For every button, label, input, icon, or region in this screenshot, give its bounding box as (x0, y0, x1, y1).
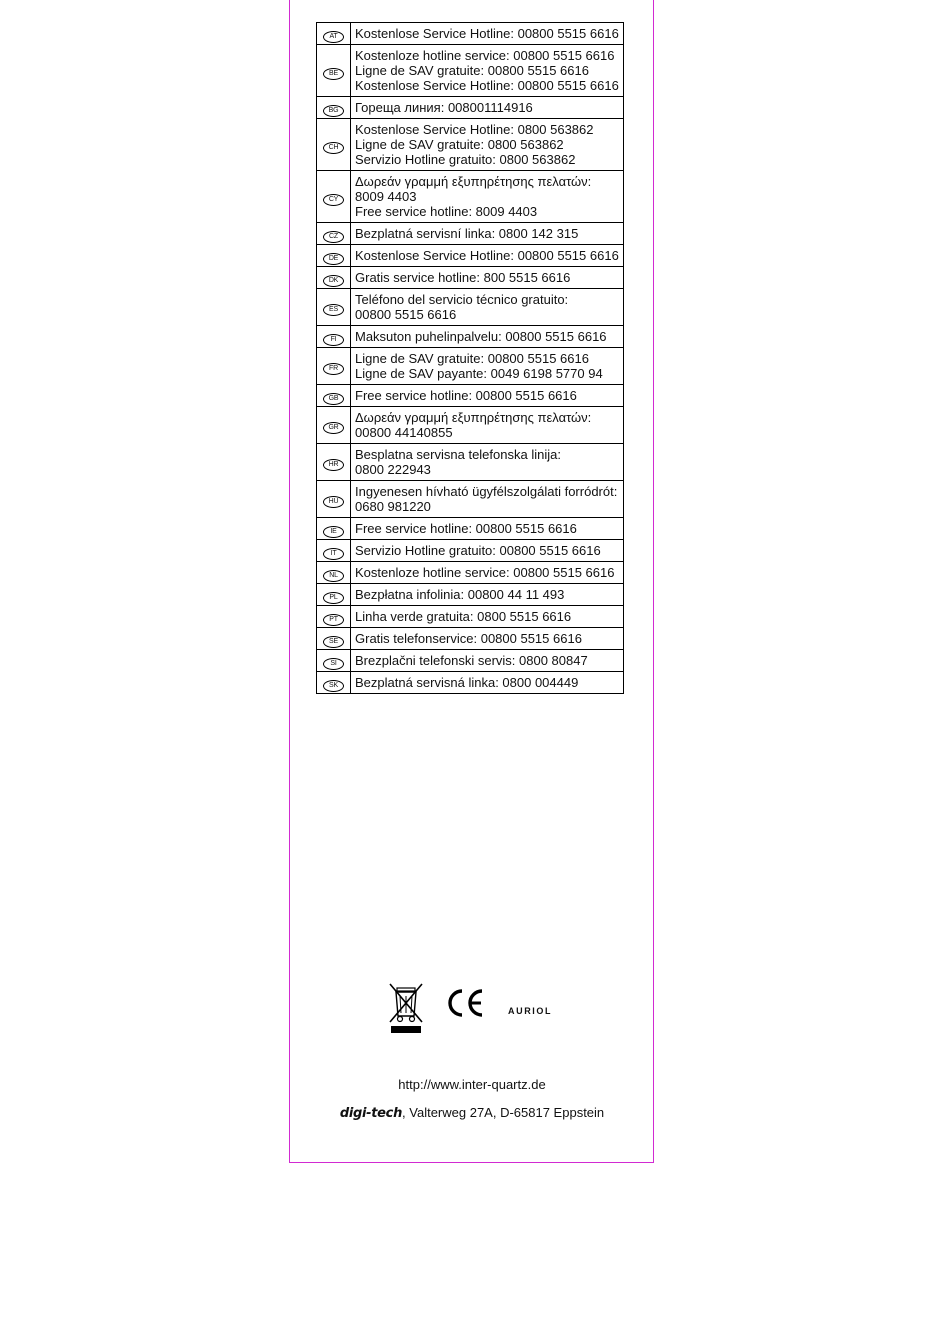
hotline-text-cell (351, 606, 624, 628)
auriol-logo: AURIOL (508, 1006, 553, 1016)
hotline-line: 00800 44140855 (355, 425, 453, 440)
country-code-cell (317, 119, 351, 171)
country-code-badge: IT (323, 548, 344, 560)
hotline-text-cell (351, 385, 624, 407)
hotline-text-cell (351, 444, 624, 481)
hotline-line: Brezplačni telefonski servis: 0800 80847 (355, 653, 588, 668)
country-code-badge: HR (323, 459, 344, 471)
country-code-badge: DK (323, 275, 344, 287)
hotline-row-ie (317, 518, 624, 540)
address-text: , Valterweg 27A, D-65817 Eppstein (402, 1105, 605, 1120)
logo-row (0, 982, 950, 1037)
hotline-text-cell (351, 119, 624, 171)
hotline-row-hr (317, 444, 624, 481)
country-code-badge: CY (323, 194, 344, 206)
country-code-badge: ES (323, 304, 344, 316)
hotline-line: Teléfono del servicio técnico gratuito: (355, 292, 569, 307)
hotline-line: 00800 5515 6616 (355, 307, 457, 322)
country-code-badge: HU (323, 496, 344, 508)
hotline-line: Ligne de SAV payante: 0049 6198 5770 94 (355, 366, 603, 381)
company-address (0, 1105, 944, 1121)
hotline-text-cell (351, 45, 624, 97)
hotline-text-cell (351, 650, 624, 672)
website-url[interactable]: http://www.inter-quartz.de (398, 1077, 546, 1092)
hotline-row-pt (317, 606, 624, 628)
hotline-text-cell (351, 171, 624, 223)
country-code-cell (317, 385, 351, 407)
country-code-badge: NL (323, 570, 344, 582)
hotline-text-cell (351, 540, 624, 562)
country-code-cell (317, 326, 351, 348)
country-code-badge: CZ (323, 231, 344, 243)
hotline-text-cell (351, 584, 624, 606)
service-hotline-table (316, 22, 624, 694)
country-code-cell (317, 23, 351, 45)
hotline-line: Δωρεάν γραμμή εξυπηρέτησης πελατών: (355, 174, 592, 189)
hotline-row-hu (317, 481, 624, 518)
crossed-out-wheelie-bin-icon (388, 982, 424, 1034)
country-code-badge: SI (323, 658, 344, 670)
hotline-text-cell (351, 326, 624, 348)
country-code-cell (317, 650, 351, 672)
country-code-badge: BE (323, 68, 344, 80)
hotline-line: Kostenloze hotline service: 00800 5515 6616 (355, 48, 615, 63)
hotline-line: Servizio Hotline gratuito: 0800 563862 (355, 152, 576, 167)
hotline-line: Kostenlose Service Hotline: 00800 5515 6616 (355, 26, 619, 41)
hotline-row-fr (317, 348, 624, 385)
hotline-text-cell (351, 672, 624, 694)
country-code-cell (317, 171, 351, 223)
hotline-line: Gratis service hotline: 800 5515 6616 (355, 270, 571, 285)
hotline-line: Bezpłatna infolinia: 00800 44 11 493 (355, 587, 565, 602)
hotline-line: Ligne de SAV gratuite: 00800 5515 6616 (355, 63, 589, 78)
country-code-cell (317, 223, 351, 245)
hotline-line: Linha verde gratuita: 0800 5515 6616 (355, 609, 572, 624)
hotline-line: Bezplatná servisní linka: 0800 142 315 (355, 226, 579, 241)
country-code-cell (317, 481, 351, 518)
hotline-row-gr (317, 407, 624, 444)
country-code-cell (317, 540, 351, 562)
hotline-line: Δωρεάν γραμμή εξυπηρέτησης πελατών: (355, 410, 592, 425)
hotline-row-nl (317, 562, 624, 584)
country-code-cell (317, 628, 351, 650)
hotline-text-cell (351, 407, 624, 444)
hotline-line: Besplatna servisna telefonska linija: (355, 447, 561, 462)
country-code-badge: IE (323, 526, 344, 538)
hotline-row-fi (317, 326, 624, 348)
country-code-badge: SE (323, 636, 344, 648)
hotline-line: 0800 222943 (355, 462, 431, 477)
hotline-row-sk (317, 672, 624, 694)
country-code-badge: DE (323, 253, 344, 265)
country-code-badge: SK (323, 680, 344, 692)
hotline-line: Free service hotline: 00800 5515 6616 (355, 388, 577, 403)
country-code-badge: FR (323, 363, 344, 375)
country-code-badge: GR (323, 422, 344, 434)
country-code-badge: FI (323, 334, 344, 346)
country-code-badge: PL (323, 592, 344, 604)
hotline-row-bg (317, 97, 624, 119)
hotline-row-cz (317, 223, 624, 245)
hotline-line: Ligne de SAV gratuite: 00800 5515 6616 (355, 351, 589, 366)
hotline-line: Servizio Hotline gratuito: 00800 5515 6616 (355, 543, 601, 558)
country-code-cell (317, 407, 351, 444)
country-code-cell (317, 289, 351, 326)
hotline-line: Bezplatná servisná linka: 0800 004449 (355, 675, 579, 690)
hotline-text-cell (351, 481, 624, 518)
hotline-row-be (317, 45, 624, 97)
hotline-text-cell (351, 97, 624, 119)
hotline-line: Free service hotline: 8009 4403 (355, 204, 538, 219)
country-code-cell (317, 672, 351, 694)
hotline-line: Kostenlose Service Hotline: 0800 563862 (355, 122, 594, 137)
hotline-text-cell (351, 23, 624, 45)
country-code-cell (317, 606, 351, 628)
hotline-line: Kostenloze hotline service: 00800 5515 6616 (355, 565, 615, 580)
hotline-text-cell (351, 628, 624, 650)
country-code-badge: PT (323, 614, 344, 626)
hotline-line: 0680 981220 (355, 499, 431, 514)
country-code-cell (317, 348, 351, 385)
hotline-line: 8009 4403 (355, 189, 417, 204)
hotline-row-es (317, 289, 624, 326)
hotline-text-cell (351, 348, 624, 385)
hotline-line: Kostenlose Service Hotline: 00800 5515 6616 (355, 248, 619, 263)
country-code-cell (317, 97, 351, 119)
hotline-row-gb (317, 385, 624, 407)
hotline-line: Kostenlose Service Hotline: 00800 5515 6616 (355, 78, 619, 93)
country-code-cell (317, 444, 351, 481)
country-code-cell (317, 245, 351, 267)
hotline-row-cy (317, 171, 624, 223)
hotline-row-se (317, 628, 624, 650)
hotline-line: Ligne de SAV gratuite: 0800 563862 (355, 137, 564, 152)
hotline-row-ch (317, 119, 624, 171)
country-code-cell (317, 267, 351, 289)
hotline-line: Free service hotline: 00800 5515 6616 (355, 521, 577, 536)
country-code-cell (317, 584, 351, 606)
hotline-text-cell (351, 562, 624, 584)
hotline-row-dk (317, 267, 624, 289)
hotline-row-it (317, 540, 624, 562)
country-code-badge: GB (323, 393, 344, 405)
hotline-text-cell (351, 289, 624, 326)
hotline-line: Гореща линия: 008001114916 (355, 100, 533, 115)
hotline-text-cell (351, 245, 624, 267)
hotline-line: Gratis telefonservice: 00800 5515 6616 (355, 631, 582, 646)
hotline-row-de (317, 245, 624, 267)
digi-tech-logo: digi-tech (339, 1106, 403, 1121)
hotline-line: Maksuton puhelinpalvelu: 00800 5515 6616 (355, 329, 607, 344)
hotline-row-at (317, 23, 624, 45)
ce-mark-icon (446, 988, 486, 1018)
country-code-cell (317, 518, 351, 540)
hotline-text-cell (351, 518, 624, 540)
country-code-cell (317, 562, 351, 584)
hotline-text-cell (351, 223, 624, 245)
country-code-badge: AT (323, 31, 344, 43)
country-code-cell (317, 45, 351, 97)
country-code-badge: BG (323, 105, 344, 117)
hotline-text-cell (351, 267, 624, 289)
country-code-badge: CH (323, 142, 344, 154)
hotline-row-si (317, 650, 624, 672)
hotline-line: Ingyenesen hívható ügyfélszolgálati forródrót: (355, 484, 618, 499)
hotline-row-pl (317, 584, 624, 606)
